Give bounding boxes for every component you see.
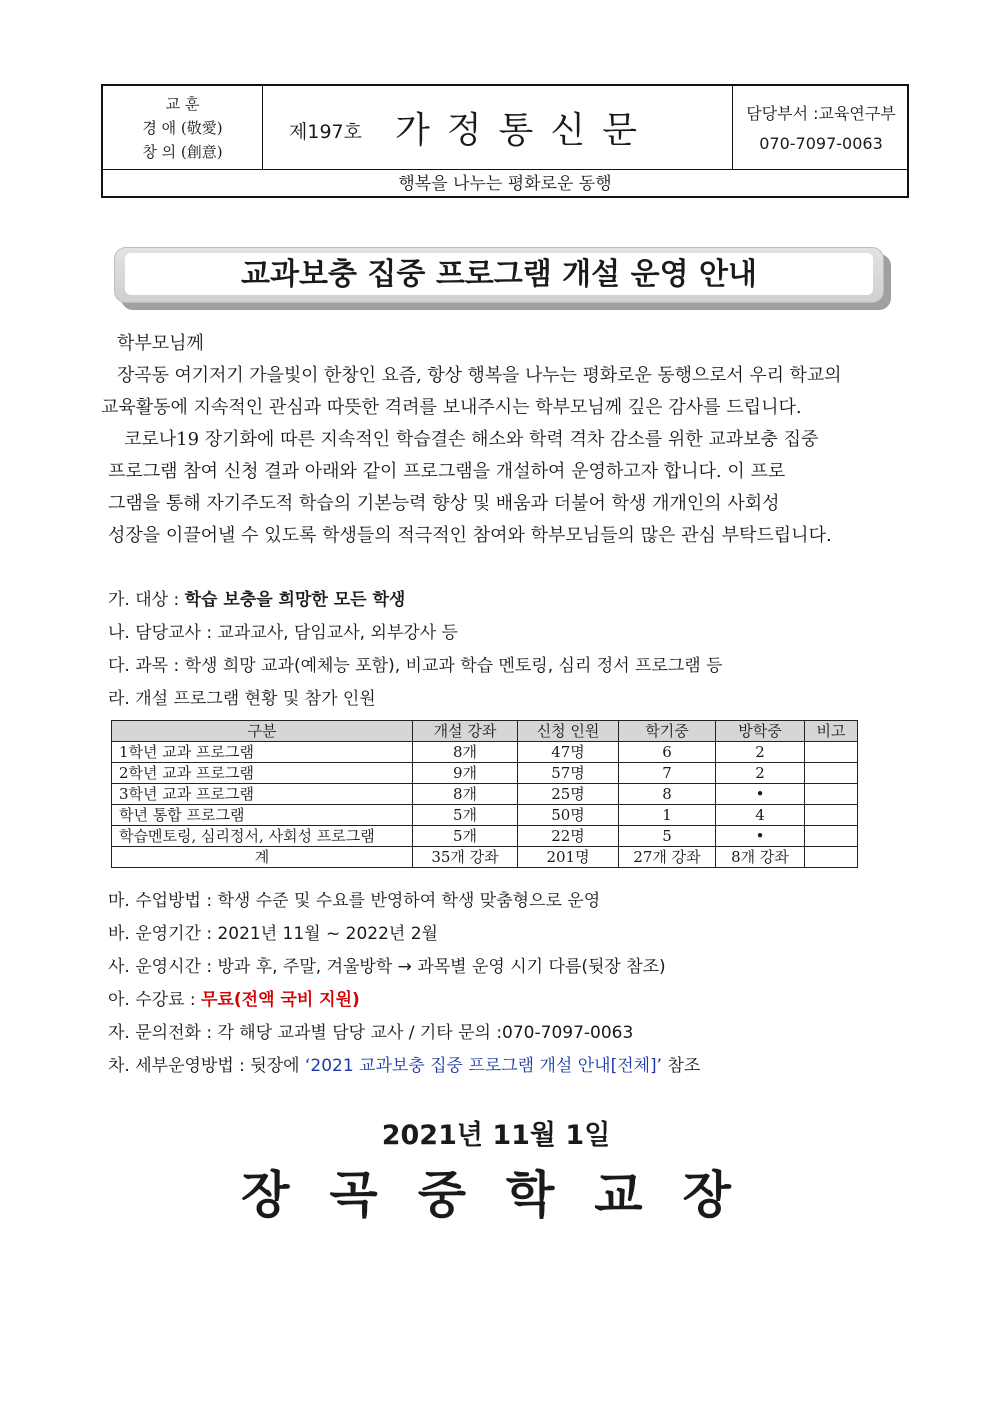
item-details: [108, 1051, 700, 1076]
item-fee-label: 아. 수강료 :: [108, 990, 202, 1010]
table-header-cell: 개설 강좌: [413, 721, 518, 742]
item-details-label: 차. 세부운영방법 : 뒷장에: [108, 1056, 305, 1076]
table-cell: 25명: [518, 784, 619, 805]
title-cell: [263, 86, 733, 170]
table-header-row: [112, 721, 858, 742]
table-row: [112, 763, 858, 784]
issue-date: 2021년 11월 1일: [381, 1120, 611, 1151]
paragraph-2-line-4: 성장을 이끌어낼 수 있도록 학생들의 적극적인 참여와 학부모님들의 많은 관심 부탁드립니다.: [108, 525, 832, 546]
table-cell: 201명: [518, 847, 619, 868]
table-cell: 9개: [413, 763, 518, 784]
table-cell: 3학년 교과 프로그램: [112, 784, 413, 805]
table-row: [112, 784, 858, 805]
item-fee-value: 무료(전액 국비 지원): [201, 990, 360, 1010]
table-cell: 5개: [413, 805, 518, 826]
table-cell: 8개 강좌: [716, 847, 805, 868]
table-cell: 35개 강좌: [413, 847, 518, 868]
table-cell: 57명: [518, 763, 619, 784]
table-total-row: [112, 847, 858, 868]
item-target: [108, 585, 405, 610]
table-cell: 22명: [518, 826, 619, 847]
table-cell: 2: [716, 742, 805, 763]
table-cell: 5: [619, 826, 716, 847]
table-row: [112, 805, 858, 826]
table-header-cell: 신청 인원: [518, 721, 619, 742]
table-cell: 학습멘토링, 심리정서, 사회성 프로그램: [112, 826, 413, 847]
department-cell: [733, 86, 909, 170]
table-cell: 6: [619, 742, 716, 763]
item-details-suffix: 참조: [662, 1056, 701, 1076]
paragraph-2-line-2: 프로그램 참여 신청 결과 아래와 같이 프로그램을 개설하여 운영하고자 합니다. 이 프로: [108, 461, 786, 482]
header-top-row: [103, 86, 907, 170]
table-cell: 47명: [518, 742, 619, 763]
table-cell: 8개: [413, 784, 518, 805]
table-cell: 7: [619, 763, 716, 784]
newsletter-header: [101, 84, 909, 198]
program-table: [111, 720, 858, 868]
item-method: 마. 수업방법 : 학생 수준 및 수요를 반영하여 학생 맞춤형으로 운영: [108, 891, 601, 911]
table-cell: 27개 강좌: [619, 847, 716, 868]
table-cell: •: [716, 826, 805, 847]
item-subjects: 다. 과목 : 학생 희망 교과(예체능 포함), 비교과 학습 멘토링, 심리 정서 프로그램 등: [108, 656, 723, 676]
paragraph-2-line-1: 코로나19 장기화에 따른 지속적인 학습결손 해소와 학력 격차 감소를 위한 교과보충 집중: [124, 429, 819, 450]
table-cell: 1학년 교과 프로그램: [112, 742, 413, 763]
table-cell: 계: [112, 847, 413, 868]
table-cell: 5개: [413, 826, 518, 847]
item-fee: [108, 985, 360, 1010]
table-cell: [805, 805, 858, 826]
table-cell: 1: [619, 805, 716, 826]
table-cell: •: [716, 784, 805, 805]
table-cell: 8: [619, 784, 716, 805]
table-row: [112, 826, 858, 847]
table-cell: 학년 통합 프로그램: [112, 805, 413, 826]
table-cell: [805, 847, 858, 868]
motto-line-1: 경 애 (敬愛): [142, 119, 223, 137]
item-time: 사. 운영시간 : 방과 후, 주말, 겨울방학 → 과목별 운영 시기 다름(뒷장 참조): [108, 957, 666, 977]
table-cell: [805, 742, 858, 763]
item-details-reference: ‘2021 교과보충 집중 프로그램 개설 안내[전체]’: [304, 1056, 663, 1076]
paragraph-1-line-1: 장곡동 여기저기 가을빛이 한창인 요즘, 항상 행복을 나누는 평화로운 동행으로서 우리 학교의: [117, 365, 842, 386]
table-header-cell: 방학중: [716, 721, 805, 742]
table-cell: 2: [716, 763, 805, 784]
table-cell: 8개: [413, 742, 518, 763]
table-header-cell: 학기중: [619, 721, 716, 742]
paragraph-2-line-3: 그램을 통해 자기주도적 학습의 기본능력 향상 및 배움과 더불어 학생 개개인의 사회성: [108, 493, 780, 514]
banner-title: 교과보충 집중 프로그램 개설 운영 안내: [125, 253, 873, 295]
table-cell: [805, 763, 858, 784]
department: 담당부서 :교육연구부: [746, 104, 896, 123]
item-period: 바. 운영기간 : 2021년 11월 ~ 2022년 2월: [108, 924, 438, 944]
phone-number: 070-7097-0063: [759, 134, 883, 153]
greeting: 학부모님께: [117, 333, 204, 354]
slogan: 행복을 나누는 평화로운 동행: [398, 174, 612, 194]
school-motto: [103, 86, 263, 170]
item-target-label: 가. 대상 :: [108, 590, 185, 610]
table-header-cell: 비고: [805, 721, 858, 742]
item-programs: 라. 개설 프로그램 현황 및 참가 인원: [108, 689, 376, 709]
item-teachers: 나. 담당교사 : 교과교사, 담임교사, 외부강사 등: [108, 623, 458, 643]
item-target-value: 학습 보충을 희망한 모든 학생: [184, 590, 406, 610]
motto-title: 교 훈: [165, 95, 200, 113]
paragraph-1-line-2: 교육활동에 지속적인 관심과 따뜻한 격려를 보내주시는 학부모님께 깊은 감사를 드립니다.: [101, 397, 802, 418]
table-cell: 2학년 교과 프로그램: [112, 763, 413, 784]
table-header-cell: 구분: [112, 721, 413, 742]
table-row: [112, 742, 858, 763]
table-cell: [805, 826, 858, 847]
newsletter-title: 가정통신문: [395, 110, 654, 151]
issue-number: 제197호: [289, 121, 362, 143]
item-contact: 자. 문의전화 : 각 해당 교과별 담당 교사 / 기타 문의 :070-7097-0063: [108, 1023, 634, 1043]
table-cell: 50명: [518, 805, 619, 826]
table-cell: 4: [716, 805, 805, 826]
principal-signature: 장곡중학교장: [241, 1166, 771, 1224]
table-cell: [805, 784, 858, 805]
motto-line-2: 창 의 (創意): [142, 143, 223, 161]
title-banner: [114, 247, 884, 303]
